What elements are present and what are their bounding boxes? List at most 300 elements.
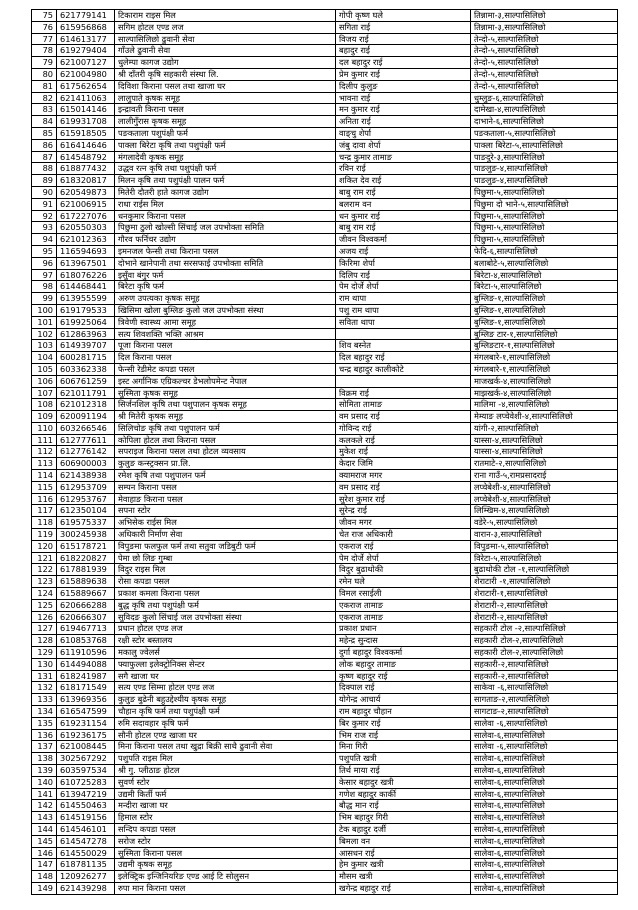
serial-number-cell: 126 — [32, 611, 57, 623]
registration-number-cell: 613969356 — [57, 694, 115, 706]
serial-number-cell: 84 — [32, 116, 57, 128]
address-cell: सालेवा -६,साल्पासिलिछो — [471, 717, 618, 729]
serial-number-cell: 122 — [32, 564, 57, 576]
owner-name-cell: मौसम खत्री — [336, 871, 471, 883]
business-name-cell: इस्ट अर्गानिक एग्रिकल्चर डेभलोपमेन्ट नेपाल — [115, 375, 336, 387]
owner-name-cell: विदुर बुढाथोकी — [336, 564, 471, 576]
business-name-cell: सगै खाजा घर — [115, 670, 336, 682]
business-name-cell: पिछुमा ठुलो खोल्सी सिंचाई जल उपभोक्ता समिति — [115, 222, 336, 234]
address-cell: रातमाटे-२,साल्पासिलिछो — [471, 458, 618, 470]
business-name-cell: श्री गु. प्लीठाङ होटल — [115, 765, 336, 777]
registration-number-cell: 620091194 — [57, 411, 115, 423]
business-name-cell: सगिम होटल एण्ड लज — [115, 21, 336, 33]
business-name-cell: मंगलादेवी कृषक समूह — [115, 151, 336, 163]
address-cell: माझखर्क-४,साल्पासिलिछो — [471, 387, 618, 399]
registration-number-cell: 615178721 — [57, 540, 115, 552]
registration-number-cell: 621007127 — [57, 57, 115, 69]
owner-name-cell: बाबु राम राई — [336, 186, 471, 198]
owner-name-cell: धन कुमार राई — [336, 210, 471, 222]
serial-number-cell: 90 — [32, 186, 57, 198]
registration-number-cell: 621438938 — [57, 470, 115, 482]
owner-name-cell: दिलिप राई — [336, 269, 471, 281]
table-row — [32, 882, 618, 894]
serial-number-cell: 142 — [32, 800, 57, 812]
serial-number-cell: 108 — [32, 399, 57, 411]
registration-number-cell: 614613177 — [57, 33, 115, 45]
business-name-cell: गाँउले ढुवानी सेवा — [115, 45, 336, 57]
address-cell: यांगी-२,साल्पासिलिछो — [471, 422, 618, 434]
business-name-cell: दोभाने खानेपानी तथा सरसफाई उपभोक्ता समिति — [115, 257, 336, 269]
owner-name-cell: चन्द्र बहादुर कालीकोटे — [336, 363, 471, 375]
address-cell: मंगलबारे-१,साल्पासिलिछो — [471, 352, 618, 364]
serial-number-cell: 95 — [32, 245, 57, 257]
serial-number-cell: 77 — [32, 33, 57, 45]
address-cell: बलाबोटे-५,साल्पासिलिछो — [471, 257, 618, 269]
registration-number-cell: 617562654 — [57, 80, 115, 92]
registration-number-cell: 619925064 — [57, 316, 115, 328]
registration-number-cell: 618076226 — [57, 269, 115, 281]
address-cell: सहकारी टोल -२,साल्पासिलिछो — [471, 623, 618, 635]
business-name-cell: मिलन कृषि तथा पशुपंक्षी पालन फर्म — [115, 175, 336, 187]
address-cell: सालेवा-६,साल्पासिलिछो — [471, 776, 618, 788]
serial-number-cell: 127 — [32, 623, 57, 635]
table-row — [32, 470, 618, 482]
registration-number-cell: 612863963 — [57, 328, 115, 340]
address-cell: पिछुमा-५,साल्पासिलिछो — [471, 186, 618, 198]
owner-name-cell: एकराज तामाङ — [336, 599, 471, 611]
serial-number-cell: 105 — [32, 363, 57, 375]
serial-number-cell: 92 — [32, 210, 57, 222]
business-name-cell: सन्दिप कपडा पसल — [115, 823, 336, 835]
address-cell: वारान-३,साल्पासिलिछो — [471, 529, 618, 541]
registration-number-cell: 615956868 — [57, 21, 115, 33]
table-row — [32, 104, 618, 116]
serial-number-cell: 78 — [32, 45, 57, 57]
business-name-cell: सुस्मिता कृषक समूह — [115, 387, 336, 399]
business-name-cell: इमनजल फेन्सी तथा किराना पसल — [115, 245, 336, 257]
owner-name-cell: भिम बहादुर गिरी — [336, 812, 471, 824]
registration-number-cell: 621012363 — [57, 234, 115, 246]
table-row — [32, 363, 618, 375]
business-name-cell: प्रधान होटल एण्ड लज — [115, 623, 336, 635]
registration-number-cell: 621779141 — [57, 10, 115, 22]
business-name-cell: मितेरी दौतरी हाते कागज उद्योग — [115, 186, 336, 198]
owner-name-cell: अनिता राई — [336, 116, 471, 128]
table-row — [32, 281, 618, 293]
serial-number-cell: 80 — [32, 68, 57, 80]
serial-number-cell: 120 — [32, 540, 57, 552]
address-cell: सालेवा-६,साल्पासिलिछो — [471, 765, 618, 777]
registration-number-cell: 620549873 — [57, 186, 115, 198]
serial-number-cell: 94 — [32, 234, 57, 246]
table-row — [32, 45, 618, 57]
table-row — [32, 717, 618, 729]
registration-number-cell: 619231154 — [57, 717, 115, 729]
serial-number-cell: 118 — [32, 517, 57, 529]
table-row — [32, 517, 618, 529]
owner-name-cell: दिल बहादुर राई — [336, 352, 471, 364]
owner-name-cell: भिम राज राई — [336, 729, 471, 741]
owner-name-cell: रविन राई — [336, 163, 471, 175]
address-cell: सागटाङ-२,साल्पासिलिछो — [471, 706, 618, 718]
serial-number-cell: 104 — [32, 352, 57, 364]
address-cell: सालेवा-६,साल्पासिलिछो — [471, 812, 618, 824]
table-row — [32, 847, 618, 859]
table-row — [32, 10, 618, 22]
business-name-cell: पूजा किराना पसल — [115, 340, 336, 352]
business-name-cell: सपना स्टोर — [115, 505, 336, 517]
owner-name-cell: पेम दोर्जे शेर्पा — [336, 552, 471, 564]
registration-number-cell: 603597534 — [57, 765, 115, 777]
business-name-cell: सुस्मिता किराना पसल — [115, 847, 336, 859]
serial-number-cell: 128 — [32, 635, 57, 647]
owner-name-cell: बाबु राम राई — [336, 222, 471, 234]
business-name-cell: सरोज स्टोर — [115, 835, 336, 847]
serial-number-cell: 138 — [32, 753, 57, 765]
business-name-cell: मिना किराना पसल तथा खुद्रा बिक्री साथै ढुवानी सेवा — [115, 741, 336, 753]
business-name-cell: बुद्ध कृषि तथा पशुपंक्षी फर्म — [115, 599, 336, 611]
owner-name-cell: महेन्द्र सुन्दास — [336, 635, 471, 647]
address-cell: सालेवा-६,साल्पासिलिछो — [471, 859, 618, 871]
owner-name-cell: हेम कुमार खत्री — [336, 859, 471, 871]
registration-number-cell: 621011791 — [57, 387, 115, 399]
address-cell: तेन्दो-५,साल्पासिलिछो — [471, 33, 618, 45]
registration-number-cell: 619179533 — [57, 304, 115, 316]
registration-number-cell: 618241987 — [57, 670, 115, 682]
owner-name-cell: टेक बहादुर दर्जी — [336, 823, 471, 835]
serial-number-cell: 116 — [32, 493, 57, 505]
serial-number-cell: 148 — [32, 871, 57, 883]
owner-name-cell: केसार बहादुर खत्री — [336, 776, 471, 788]
address-cell: सहकारी टोल-२,साल्पासिलिछो — [471, 647, 618, 659]
registration-number-cell: 116594693 — [57, 245, 115, 257]
serial-number-cell: 103 — [32, 340, 57, 352]
address-cell: पङकताला-५,साल्पासिलिछो — [471, 127, 618, 139]
table-row — [32, 588, 618, 600]
serial-number-cell: 110 — [32, 422, 57, 434]
table-row — [32, 823, 618, 835]
address-cell: धुम्लुङ-६,साल्पासिलिछो — [471, 92, 618, 104]
serial-number-cell: 79 — [32, 57, 57, 69]
business-name-cell: सुविदङ कुलो सिंचाई जल उपभोक्ता संस्था — [115, 611, 336, 623]
owner-name-cell: सुरेश कुमार राई — [336, 493, 471, 505]
serial-number-cell: 131 — [32, 670, 57, 682]
business-name-cell: पाक्ला बिरेटा कृषि तथा पशुपंक्षी फर्म — [115, 139, 336, 151]
address-cell: दाभाने-६,साल्पासिलिछो — [471, 116, 618, 128]
address-cell: पिछुमा दो भाने-५,साल्पासिलिछो — [471, 198, 618, 210]
serial-number-cell: 114 — [32, 470, 57, 482]
table-row — [32, 304, 618, 316]
table-row — [32, 670, 618, 682]
business-name-cell: विदुर राइस मिल — [115, 564, 336, 576]
table-row — [32, 116, 618, 128]
business-name-cell: हिमाल स्टोर — [115, 812, 336, 824]
table-row — [32, 812, 618, 824]
business-name-cell: दिविशा किराना पसल तथा खाजा घर — [115, 80, 336, 92]
table-row — [32, 399, 618, 411]
address-cell: तेन्दो-५,साल्पासिलिछो — [471, 68, 618, 80]
table-row — [32, 175, 618, 187]
business-name-cell: अरुण उपत्यका कृषक समूह — [115, 293, 336, 305]
registration-number-cell: 621411063 — [57, 92, 115, 104]
table-row — [32, 658, 618, 670]
owner-name-cell: आसधन राई — [336, 847, 471, 859]
business-name-cell: बिरेटा कृषि फर्म — [115, 281, 336, 293]
table-row — [32, 222, 618, 234]
address-cell: यास्सा-४,साल्पासिलिछो — [471, 434, 618, 446]
serial-number-cell: 85 — [32, 127, 57, 139]
table-row — [32, 729, 618, 741]
registration-number-cell: 619467713 — [57, 623, 115, 635]
serial-number-cell: 124 — [32, 588, 57, 600]
address-cell: विपुङमा-५,साल्पासिलिछो — [471, 540, 618, 552]
owner-name-cell: खगेन्द्र बहादुर राई — [336, 882, 471, 894]
owner-name-cell: तिर्थ माया राई — [336, 765, 471, 777]
table-row — [32, 33, 618, 45]
business-name-cell: इसुँवा बंगुर फर्म — [115, 269, 336, 281]
table-row — [32, 293, 618, 305]
owner-name-cell: बौद्ध मान राई — [336, 800, 471, 812]
registration-number-cell: 612953709 — [57, 481, 115, 493]
business-name-cell: अधिकारी निर्माण सेवा — [115, 529, 336, 541]
registration-number-cell: 120926277 — [57, 871, 115, 883]
owner-name-cell: राम थापा — [336, 293, 471, 305]
business-name-cell: सौनी होटल एण्ड खाजा घर — [115, 729, 336, 741]
table-row — [32, 647, 618, 659]
table-row — [32, 788, 618, 800]
serial-number-cell: 82 — [32, 92, 57, 104]
business-name-cell: श्री दाँतरी कृषि सहकारी संस्था लि. — [115, 68, 336, 80]
address-cell: सहकारी-२,साल्पासिलिछो — [471, 658, 618, 670]
business-name-cell: उद्यमी कृषक समूह — [115, 859, 336, 871]
business-name-cell: फ्याफुल्ला इलेक्ट्रोनिक्स सेन्टर — [115, 658, 336, 670]
owner-name-cell: राम बहादुर चौहान — [336, 706, 471, 718]
table-row — [32, 434, 618, 446]
address-cell: बुढाथोकी टोल -१,साल्पासिलिछो — [471, 564, 618, 576]
register-table — [31, 9, 618, 895]
address-cell: सालेवा-६,साल्पासिलिछो — [471, 871, 618, 883]
table-row — [32, 576, 618, 588]
table-row — [32, 871, 618, 883]
serial-number-cell: 117 — [32, 505, 57, 517]
registration-number-cell: 619279404 — [57, 45, 115, 57]
business-name-cell: विपुङमा फलफुल फर्म तथा सतुवा जडिबुटी फर्म — [115, 540, 336, 552]
registration-number-cell: 606900003 — [57, 458, 115, 470]
owner-name-cell: एकराज राई — [336, 540, 471, 552]
serial-number-cell: 113 — [32, 458, 57, 470]
registration-number-cell: 617227076 — [57, 210, 115, 222]
serial-number-cell: 98 — [32, 281, 57, 293]
address-cell: पिछुमा-५,साल्पासिलिछो — [471, 210, 618, 222]
serial-number-cell: 149 — [32, 882, 57, 894]
owner-name-cell: दिक्पाल राई — [336, 682, 471, 694]
owner-name-cell: पेम दोर्जे शेर्पा — [336, 281, 471, 293]
address-cell: शेराटारी-२,साल्पासिलिछो — [471, 611, 618, 623]
address-cell: पाङलुङ-४,साल्पासिलिछो — [471, 163, 618, 175]
registration-number-cell: 617881939 — [57, 564, 115, 576]
registration-number-cell: 621004980 — [57, 68, 115, 80]
registration-number-cell: 300245938 — [57, 529, 115, 541]
business-name-cell: पेमा छो लिङ गुम्बा — [115, 552, 336, 564]
serial-number-cell: 86 — [32, 139, 57, 151]
registration-number-cell: 619931708 — [57, 116, 115, 128]
business-name-cell: साल्पासिलिछो ढुवानी सेवा — [115, 33, 336, 45]
serial-number-cell: 100 — [32, 304, 57, 316]
serial-number-cell: 130 — [32, 658, 57, 670]
registration-number-cell: 616547599 — [57, 706, 115, 718]
registration-number-cell: 600281715 — [57, 352, 115, 364]
owner-name-cell — [336, 328, 471, 340]
table-row — [32, 611, 618, 623]
serial-number-cell: 107 — [32, 387, 57, 399]
address-cell: तिन्नामा-३,साल्पासिलिछो — [471, 21, 618, 33]
owner-name-cell: दल बहादुर राई — [336, 57, 471, 69]
serial-number-cell: 93 — [32, 222, 57, 234]
table-row — [32, 375, 618, 387]
address-cell: शेराटारी -१,साल्पासिलिछो — [471, 576, 618, 588]
table-row — [32, 163, 618, 175]
registration-number-cell: 612350104 — [57, 505, 115, 517]
table-row — [32, 505, 618, 517]
serial-number-cell: 129 — [32, 647, 57, 659]
registration-number-cell: 603266546 — [57, 422, 115, 434]
business-name-cell: गौरव फर्निचर उद्योग — [115, 234, 336, 246]
owner-name-cell: वम प्रसाद राई — [336, 411, 471, 423]
owner-name-cell: किरिमा शेर्पा — [336, 257, 471, 269]
business-name-cell: पङकताला पशुपंक्षी फर्म — [115, 127, 336, 139]
address-cell: सालेवा-६,साल्पासिलिछो — [471, 800, 618, 812]
owner-name-cell: सगिता राई — [336, 21, 471, 33]
table-row — [32, 493, 618, 505]
business-name-cell: मकालु ज्वेलर्स — [115, 647, 336, 659]
registration-number-cell: 620666307 — [57, 611, 115, 623]
serial-number-cell: 91 — [32, 198, 57, 210]
address-cell: शेराटारी-२,साल्पासिलिछो — [471, 599, 618, 611]
business-name-cell: रुमि सदावहार कृषि फर्म — [115, 717, 336, 729]
serial-number-cell: 83 — [32, 104, 57, 116]
address-cell: माजखर्क-४,साल्पासिलिछो — [471, 375, 618, 387]
owner-name-cell: पशुपति खत्री — [336, 753, 471, 765]
owner-name-cell: लोक बहादुर तामाङ — [336, 658, 471, 670]
owner-name-cell: वम प्रसाद राई — [336, 481, 471, 493]
address-cell: शेराटारी-१,साल्पासिलिछो — [471, 588, 618, 600]
owner-name-cell: गणेश बहादुर कार्की — [336, 788, 471, 800]
owner-name-cell: सविता थापा — [336, 316, 471, 328]
table-row — [32, 68, 618, 80]
table-row — [32, 139, 618, 151]
serial-number-cell: 125 — [32, 599, 57, 611]
serial-number-cell: 111 — [32, 434, 57, 446]
address-cell: राना गाउँ-५,रामप्रसादराई — [471, 470, 618, 482]
owner-name-cell: सोमिता तामाङ — [336, 399, 471, 411]
owner-name-cell: मन कुमार राई — [336, 104, 471, 116]
owner-name-cell: केदार जिमि — [336, 458, 471, 470]
table-row — [32, 765, 618, 777]
registration-number-cell: 618171549 — [57, 682, 115, 694]
registration-number-cell: 611910596 — [57, 647, 115, 659]
registration-number-cell: 603362338 — [57, 363, 115, 375]
table-row — [32, 458, 618, 470]
business-name-cell: रोसा कपडा पसल — [115, 576, 336, 588]
owner-name-cell: योगेन्द्र आचार्य — [336, 694, 471, 706]
owner-name-cell: पशु राम थापा — [336, 304, 471, 316]
business-name-cell: प्रकाश कमला किराना पसल — [115, 588, 336, 600]
table-row — [32, 635, 618, 647]
business-name-cell: चौहान कृषि फर्म तथा पशुपंक्षी फर्म — [115, 706, 336, 718]
registration-number-cell: 614550463 — [57, 800, 115, 812]
registration-number-cell: 610853768 — [57, 635, 115, 647]
address-cell: बुम्लिङ टार-१,साल्पासिलिछो — [471, 328, 618, 340]
registration-number-cell: 612953767 — [57, 493, 115, 505]
table-row — [32, 481, 618, 493]
registration-number-cell: 614494088 — [57, 658, 115, 670]
table-row — [32, 340, 618, 352]
table-row — [32, 387, 618, 399]
table-row — [32, 57, 618, 69]
owner-name-cell: बहादुर राई — [336, 45, 471, 57]
table-row — [32, 776, 618, 788]
table-row — [32, 210, 618, 222]
address-cell: पिछुमा-५,साल्पासिलिछो — [471, 222, 618, 234]
address-cell: मालिमा -४,साल्पासिलिछो — [471, 399, 618, 411]
registration-number-cell: 612777611 — [57, 434, 115, 446]
serial-number-cell: 112 — [32, 446, 57, 458]
serial-number-cell: 147 — [32, 859, 57, 871]
owner-name-cell: दुर्गा बहादुर विश्वकर्मा — [336, 647, 471, 659]
address-cell: दामेखा-४,साल्पासिलिछो — [471, 104, 618, 116]
address-cell: सालेवा-६,साल्पासिलिछो — [471, 753, 618, 765]
table-row — [32, 257, 618, 269]
table-row — [32, 694, 618, 706]
serial-number-cell: 75 — [32, 10, 57, 22]
serial-number-cell: 76 — [32, 21, 57, 33]
address-cell: पाङदुरे-३,साल्पासिलिछो — [471, 151, 618, 163]
registration-number-cell: 614468441 — [57, 281, 115, 293]
address-cell: तेन्दो-५,साल्पासिलिछो — [471, 80, 618, 92]
business-name-cell: पशुपति राइस मिल — [115, 753, 336, 765]
serial-number-cell: 145 — [32, 835, 57, 847]
owner-name-cell: एकराज तामाङ — [336, 611, 471, 623]
owner-name-cell: क्यामराज मगर — [336, 470, 471, 482]
table-row — [32, 316, 618, 328]
table-row — [32, 540, 618, 552]
registration-number-cell: 615014146 — [57, 104, 115, 116]
registration-number-cell: 613947219 — [57, 788, 115, 800]
serial-number-cell: 81 — [32, 80, 57, 92]
serial-number-cell: 123 — [32, 576, 57, 588]
registration-number-cell: 619236175 — [57, 729, 115, 741]
serial-number-cell: 97 — [32, 269, 57, 281]
registration-number-cell: 616414646 — [57, 139, 115, 151]
serial-number-cell: 115 — [32, 481, 57, 493]
business-name-cell: उद्धव रत्न कृषि तथा पशुपंक्षी फर्म — [115, 163, 336, 175]
owner-name-cell: प्रकाश प्रधान — [336, 623, 471, 635]
business-name-cell: कुलुङ कन्स्ट्रक्सन प्रा.लि. — [115, 458, 336, 470]
serial-number-cell: 102 — [32, 328, 57, 340]
business-name-cell: धनकुमार किराना पसल — [115, 210, 336, 222]
registration-number-cell: 618220827 — [57, 552, 115, 564]
registration-number-cell: 614547278 — [57, 835, 115, 847]
address-cell: पाङलुङ-४,साल्पासिलिछो — [471, 175, 618, 187]
business-name-cell: राधा राईस मिल — [115, 198, 336, 210]
business-name-cell: सपराइज किराना पसल तथा होटल व्यवसाय — [115, 446, 336, 458]
business-name-cell: फेन्सी रेडीमेट कपडा पसल — [115, 363, 336, 375]
registration-number-cell: 612776142 — [57, 446, 115, 458]
serial-number-cell: 143 — [32, 812, 57, 824]
business-name-cell: रुपा मान किराना पसल — [115, 882, 336, 894]
address-cell: साकेवा -६,साल्पासिलिछो — [471, 682, 618, 694]
registration-number-cell: 618877432 — [57, 163, 115, 175]
